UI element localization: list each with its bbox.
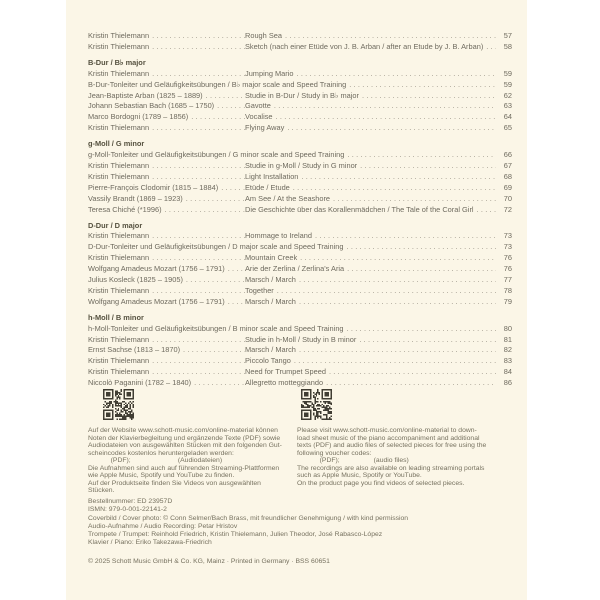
page-number: 82 — [503, 345, 512, 355]
page-number: 62 — [503, 90, 512, 100]
composer-name: Kristin Thielemann — [88, 68, 150, 78]
toc-row — [88, 297, 512, 308]
download-info — [88, 389, 512, 495]
leader-dots — [149, 172, 245, 183]
composer-cell — [88, 297, 245, 308]
composer-cell — [88, 161, 245, 172]
leader-dots — [344, 150, 496, 161]
page-number: 80 — [503, 323, 512, 333]
leader-dots — [483, 42, 496, 53]
piece-title: Sketch (nach einer Etüde von J. B. Arban / after an Etude by J. B. Arban) — [245, 41, 484, 51]
piece-title: Vocalise — [245, 112, 273, 122]
toc-row — [88, 172, 512, 183]
composer-cell — [88, 253, 245, 264]
credits-block — [88, 498, 408, 548]
page-number: 76 — [503, 264, 512, 274]
leader-dots — [149, 42, 245, 53]
toc-page — [66, 0, 527, 600]
piece-title: h-Moll-Tonleiter und Geläufigkeitsübungen / B minor scale and Speed Training — [88, 323, 344, 333]
piece-title: Arie der Zerlina / Zerlina's Aria — [245, 264, 345, 274]
leader-dots — [326, 367, 496, 378]
toc-row — [88, 345, 512, 356]
info-line: load sheet music of the piano accompaniment and additional — [297, 434, 480, 442]
composer-name: Johann Sebastian Bach (1685 – 1750) — [88, 101, 215, 111]
credits-line: Audio-Aufnahme / Audio Recording: Petar Hristov — [88, 522, 238, 530]
table-of-contents — [88, 31, 512, 389]
composer-cell — [88, 91, 245, 102]
composer-name: Kristin Thielemann — [88, 41, 150, 51]
section-header: D-Dur / D major — [88, 220, 143, 230]
composer-cell — [88, 172, 245, 183]
leader-dots — [346, 80, 496, 91]
info-line: Please visit www.schott-music.com/online-material to down- — [297, 427, 477, 434]
page-number: 79 — [503, 296, 512, 306]
leader-dots — [180, 345, 245, 356]
page-number: 83 — [503, 356, 512, 366]
composer-name: Kristin Thielemann — [88, 285, 150, 295]
leader-dots — [312, 231, 496, 242]
composer-name: Pierre-François Clodomir (1815 – 1884) — [88, 182, 219, 192]
credits-line: Klavier / Piano: Eriko Takezawa-Friedrich — [88, 539, 212, 547]
section-header: g-Moll / G minor — [88, 139, 145, 149]
page-number: 86 — [503, 378, 512, 388]
leader-dots — [149, 123, 245, 134]
toc-row — [88, 286, 512, 297]
page-number: 68 — [503, 171, 512, 181]
composer-cell — [88, 264, 245, 275]
composer-name: Kristin Thielemann — [88, 356, 150, 366]
leader-dots — [149, 286, 245, 297]
composer-cell — [88, 356, 245, 367]
page-number: 57 — [503, 31, 512, 40]
info-line: Auf der Website www.schott-music.com/online-material können — [88, 427, 278, 434]
leader-dots — [284, 123, 496, 134]
info-line: On the product page you find videos of selected pieces. — [297, 479, 465, 487]
composer-cell — [88, 183, 245, 194]
composer-cell — [88, 205, 245, 216]
composer-cell — [88, 112, 245, 123]
leader-dots — [225, 264, 245, 275]
leader-dots — [297, 253, 496, 264]
piece-title: Am See / At the Seashore — [245, 193, 331, 203]
leader-dots — [225, 297, 245, 308]
qr-code-german-icon — [103, 389, 134, 420]
page-number: 58 — [503, 41, 512, 51]
info-line: Noten der Klavierbegleitung und ergänzende Texte (PDF) sowie — [88, 434, 281, 442]
info-line: Stücken. — [88, 487, 115, 494]
composer-name: Marco Bordogni (1789 – 1856) — [88, 112, 189, 122]
page-number: 64 — [503, 112, 512, 122]
leader-dots — [183, 275, 245, 286]
leader-dots — [296, 297, 496, 308]
credits-line: Bestellnummer: ED 23957D — [88, 498, 173, 505]
leader-dots — [474, 205, 496, 216]
toc-row — [88, 101, 512, 112]
download-info-english — [297, 389, 512, 495]
english-info-text — [297, 427, 512, 487]
leader-dots — [323, 378, 496, 389]
composer-cell — [88, 194, 245, 205]
page-number: 59 — [503, 79, 512, 89]
composer-cell — [88, 231, 245, 242]
leader-dots — [290, 183, 496, 194]
leader-dots — [298, 172, 496, 183]
leader-dots — [271, 101, 496, 112]
piece-title: Hommage to Ireland — [245, 231, 312, 241]
piece-title: Mountain Creek — [245, 253, 298, 263]
page-number: 77 — [503, 275, 512, 285]
toc-row — [88, 42, 512, 53]
piece-title: Studie in h-Moll / Study in B minor — [245, 334, 357, 344]
piece-title: Marsch / March — [245, 275, 296, 285]
piece-title: Flying Away — [245, 123, 285, 133]
piece-title: g-Moll-Tonleiter und Geläufigkeitsübungen / G minor scale and Speed Training — [88, 150, 345, 160]
composer-name: Kristin Thielemann — [88, 160, 150, 170]
toc-row — [88, 356, 512, 367]
composer-cell — [88, 345, 245, 356]
composer-cell — [88, 286, 245, 297]
toc-row — [88, 80, 512, 91]
composer-cell — [88, 123, 245, 134]
toc-row — [88, 378, 512, 389]
leader-dots — [344, 324, 496, 335]
leader-dots — [188, 112, 245, 123]
composer-name: Ernst Sachse (1813 – 1870) — [88, 345, 181, 355]
page-number: 72 — [503, 204, 512, 214]
page-number: 65 — [503, 123, 512, 133]
piece-title: Studie in B-Dur / Study in B♭ major — [245, 90, 359, 100]
leader-dots — [296, 275, 496, 286]
composer-name: Kristin Thielemann — [88, 253, 150, 263]
leader-dots — [149, 69, 245, 80]
page-number: 59 — [503, 68, 512, 78]
piece-title: Together — [245, 285, 274, 295]
composer-cell — [88, 367, 245, 378]
leader-dots — [162, 205, 245, 216]
page-number: 78 — [503, 285, 512, 295]
toc-row — [88, 31, 512, 42]
info-line: Die Aufnahmen sind auch auf führenden Streaming-Plattformen — [88, 464, 280, 472]
toc-row — [88, 91, 512, 102]
composer-name: Vassily Brandt (1869 – 1923) — [88, 193, 183, 203]
piece-title: B-Dur-Tonleiter und Geläufigkeitsübungen / B♭ major scale and Speed Training — [88, 79, 347, 89]
page-number: 63 — [503, 101, 512, 111]
info-line: (PDF); (audio files) — [297, 457, 409, 464]
composer-name: Kristin Thielemann — [88, 171, 150, 181]
piece-title: Piccolo Tango — [245, 356, 291, 366]
composer-name: Kristin Thielemann — [88, 367, 150, 377]
leader-dots — [214, 101, 245, 112]
page-number: 81 — [503, 334, 512, 344]
piece-title: Jumping Mario — [245, 68, 294, 78]
composer-name: Kristin Thielemann — [88, 31, 150, 40]
composer-cell — [88, 31, 245, 42]
download-info-german — [88, 389, 297, 495]
toc-row — [88, 183, 512, 194]
page-number: 66 — [503, 150, 512, 160]
leader-dots — [344, 264, 496, 275]
leader-dots — [359, 91, 496, 102]
piece-title: Etüde / Etude — [245, 182, 290, 192]
info-line: The recordings are also available on leading streaming portals — [297, 464, 485, 472]
page-number: 70 — [503, 193, 512, 203]
section-header: B-Dur / B♭ major — [88, 57, 146, 67]
leader-dots — [282, 31, 496, 42]
toc-row — [88, 150, 512, 161]
toc-row — [88, 264, 512, 275]
info-line: Auf der Produktseite finden Sie Videos von ausgewählten — [88, 479, 261, 487]
toc-row — [88, 205, 512, 216]
toc-row — [88, 253, 512, 264]
piece-title: Marsch / March — [245, 345, 296, 355]
leader-dots — [291, 356, 496, 367]
leader-dots — [218, 183, 245, 194]
info-line: texts (PDF) and audio files of selected pieces for free using the — [297, 442, 487, 449]
page-number: 73 — [503, 231, 512, 241]
composer-name: Teresa Chiché (*1996) — [88, 204, 162, 214]
page-number: 73 — [503, 242, 512, 252]
piece-title: Marsch / March — [245, 296, 296, 306]
toc-row — [88, 324, 512, 335]
qr-code-english-icon — [301, 389, 332, 420]
composer-cell — [88, 101, 245, 112]
composer-name: Wolfgang Amadeus Mozart (1756 – 1791) — [88, 264, 225, 274]
leader-dots — [330, 194, 496, 205]
leader-dots — [149, 335, 245, 346]
piece-title: Need for Trumpet Speed — [245, 367, 326, 377]
composer-cell — [88, 42, 245, 53]
toc-row — [88, 335, 512, 346]
piece-title: Studie in g-Moll / Study in G minor — [245, 160, 358, 170]
leader-dots — [296, 345, 496, 356]
leader-dots — [344, 242, 496, 253]
composer-name: Niccolò Paganini (1782 – 1840) — [88, 378, 192, 388]
leader-dots — [149, 161, 245, 172]
composer-name: Julius Kosleck (1825 – 1905) — [88, 275, 183, 285]
toc-row — [88, 69, 512, 80]
leader-dots — [149, 367, 245, 378]
leader-dots — [191, 378, 245, 389]
composer-name: Kristin Thielemann — [88, 231, 150, 241]
toc-row — [88, 231, 512, 242]
leader-dots — [357, 161, 496, 172]
toc-row — [88, 275, 512, 286]
piece-title: Gavotte — [245, 101, 271, 111]
composer-name: Wolfgang Amadeus Mozart (1756 – 1791) — [88, 296, 225, 306]
toc-row — [88, 161, 512, 172]
composer-name: Jean-Baptiste Arban (1825 – 1889) — [88, 90, 203, 100]
toc-row — [88, 242, 512, 253]
credits-line: Trompete / Trumpet: Reinhold Friedrich, Kristin Thielemann, Julien Theodor, José Rabasco-López — [88, 531, 383, 539]
leader-dots — [149, 231, 245, 242]
copyright-line: © 2025 Schott Music GmbH & Co. KG, Mainz · Printed in Germany · BSS 60651 — [88, 558, 330, 565]
leader-dots — [273, 112, 496, 123]
toc-row — [88, 123, 512, 134]
leader-dots — [274, 286, 496, 297]
composer-cell — [88, 335, 245, 346]
german-info-text — [88, 427, 297, 495]
leader-dots — [293, 69, 496, 80]
info-line: scheincodes kostenlos heruntergeladen werden: — [88, 449, 234, 457]
page-number: 69 — [503, 182, 512, 192]
piece-title: Rough Sea — [245, 31, 282, 40]
page-number: 76 — [503, 253, 512, 263]
leader-dots — [183, 194, 245, 205]
composer-cell — [88, 378, 245, 389]
piece-title: Light Installation — [245, 171, 299, 181]
info-line: wie Apple Music, Spotify und YouTube zu finden. — [88, 472, 235, 479]
section-header: h-Moll / B minor — [88, 312, 144, 322]
page-number: 84 — [503, 367, 512, 377]
credits-line: Coverbild / Cover photo: © Conn Selmer/Bach Brass, mit freundlicher Genehmigung / with kind permission — [88, 514, 409, 522]
page-number: 67 — [503, 160, 512, 170]
leader-dots — [149, 356, 245, 367]
credits-line: ISMN: 979-0-001-22141-2 — [88, 506, 167, 514]
piece-title: Die Geschichte über das Korallenmädchen / The Tale of the Coral Girl — [245, 204, 474, 214]
piece-title: Allegretto motteggiando — [245, 378, 324, 388]
composer-cell — [88, 69, 245, 80]
composer-name: Kristin Thielemann — [88, 123, 150, 133]
info-line: Audiodateien von ausgewählten Stücken mit den folgenden Gut- — [88, 442, 282, 449]
info-line: such as Apple Music, Spotify or YouTube. — [297, 472, 422, 479]
leader-dots — [203, 91, 245, 102]
composer-name: Kristin Thielemann — [88, 334, 150, 344]
info-line: (PDF); (Audiodateien) — [88, 457, 223, 464]
toc-row — [88, 194, 512, 205]
leader-dots — [356, 335, 496, 346]
leader-dots — [149, 31, 245, 42]
info-line: following voucher codes: — [297, 449, 372, 457]
piece-title: D-Dur-Tonleiter und Geläufigkeitsübungen / D major scale and Speed Training — [88, 242, 344, 252]
composer-cell — [88, 275, 245, 286]
leader-dots — [149, 253, 245, 264]
toc-row — [88, 367, 512, 378]
toc-row — [88, 112, 512, 123]
